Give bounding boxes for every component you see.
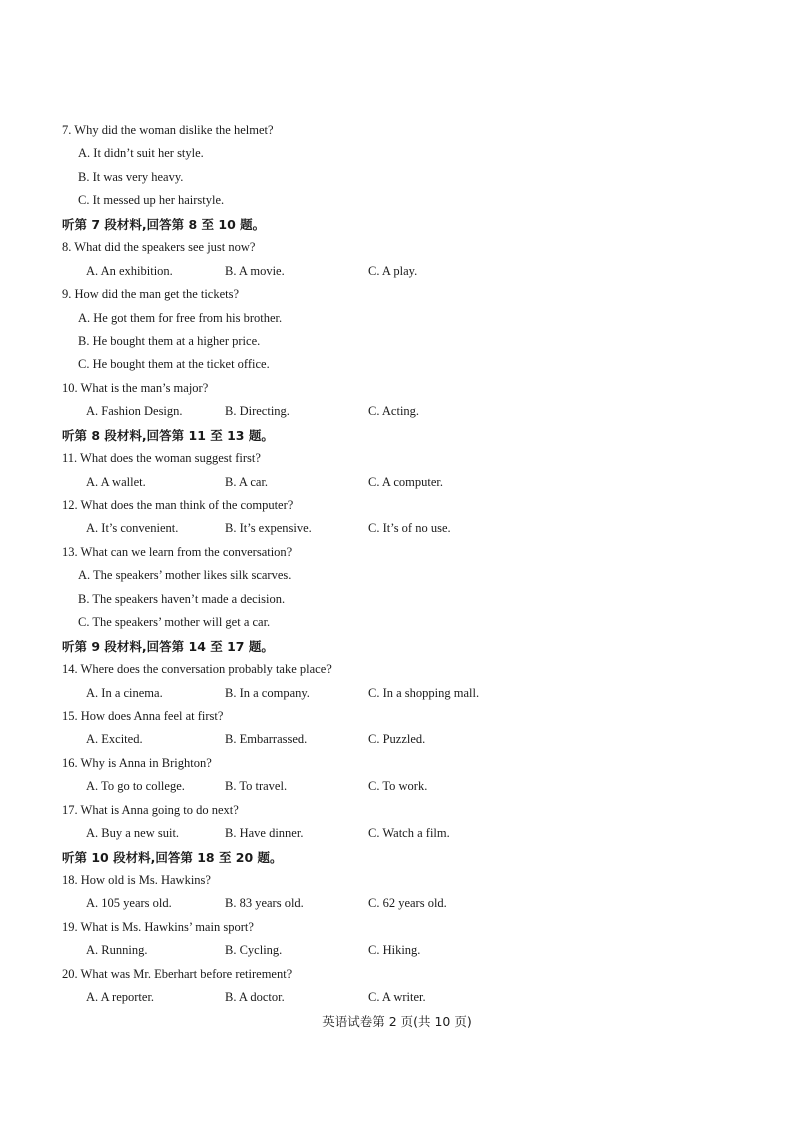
answer-option-c: C. 62 years old. — [368, 896, 447, 911]
answer-option-a: A. 105 years old. — [86, 896, 172, 911]
question-text: 10. What is the man’s major? — [62, 380, 209, 395]
question-text: 14. Where does the conversation probably take place? — [62, 662, 332, 677]
answer-option-b: B. A doctor. — [225, 990, 285, 1005]
answer-option-b: B. It’s expensive. — [225, 521, 312, 536]
answer-option: C. The speakers’ mother will get a car. — [78, 615, 271, 630]
answer-option-b: B. 83 years old. — [225, 896, 304, 911]
section-heading: 听第 8 段材料,回答第 11 至 13 题。 — [62, 427, 274, 443]
answer-option-b: B. In a company. — [225, 685, 310, 700]
answer-option-a: A. It’s convenient. — [86, 521, 179, 536]
question-text: 11. What does the woman suggest first? — [62, 451, 261, 466]
answer-option-c: C. Hiking. — [368, 943, 421, 958]
answer-option-a: A. To go to college. — [86, 779, 185, 794]
answer-option: C. It messed up her hairstyle. — [78, 193, 225, 208]
answer-options-row — [0, 822, 794, 845]
question-text: 19. What is Ms. Hawkins’ main sport? — [62, 919, 254, 934]
answer-options-row — [0, 986, 794, 1009]
answer-option-c: C. A computer. — [368, 474, 443, 489]
exam-page-content — [0, 119, 794, 1010]
answer-option: C. He bought them at the ticket office. — [78, 357, 270, 372]
question-text: 18. How old is Ms. Hawkins? — [62, 873, 211, 887]
answer-option-b: B. Embarrassed. — [225, 732, 308, 747]
answer-option-c: C. To work. — [368, 779, 428, 794]
question-text: 8. What did the speakers see just now? — [62, 240, 256, 255]
section-heading: 听第 7 段材料,回答第 8 至 10 题。 — [62, 216, 266, 232]
answer-option-b: B. A movie. — [225, 263, 285, 278]
question-text: 7. Why did the woman dislike the helmet? — [62, 123, 274, 137]
answer-option-c: C. Puzzled. — [368, 732, 426, 747]
section-heading: 听第 10 段材料,回答第 18 至 20 题。 — [62, 849, 283, 865]
answer-option: A. He got them for free from his brother. — [78, 310, 283, 325]
answer-option-b: B. Have dinner. — [225, 826, 304, 841]
answer-options-row — [0, 400, 794, 423]
question-text: 13. What can we learn from the conversation? — [62, 544, 293, 559]
question-text: 9. How did the man get the tickets? — [62, 287, 240, 302]
question-text: 16. Why is Anna in Brighton? — [62, 755, 212, 770]
answer-option-a: A. Running. — [86, 943, 148, 958]
answer-options-row — [0, 682, 794, 705]
answer-options-row — [0, 775, 794, 798]
question-text: 20. What was Mr. Eberhart before retirement? — [62, 966, 293, 981]
answer-option-b: B. Cycling. — [225, 943, 283, 958]
answer-option-c: C. It’s of no use. — [368, 521, 451, 536]
answer-option-c: C. In a shopping mall. — [368, 685, 480, 700]
answer-options-row — [0, 260, 794, 283]
answer-option: B. It was very heavy. — [78, 169, 184, 184]
answer-options-row — [0, 728, 794, 751]
answer-option-c: C. A writer. — [368, 990, 426, 1005]
answer-options-row — [0, 892, 794, 915]
answer-option: A. The speakers’ mother likes silk scarves. — [78, 568, 292, 583]
answer-option-c: C. A play. — [368, 263, 418, 278]
answer-option: B. He bought them at a higher price. — [78, 333, 261, 348]
answer-options-row — [0, 517, 794, 540]
section-heading: 听第 9 段材料,回答第 14 至 17 题。 — [62, 638, 274, 654]
answer-option-a: A. A reporter. — [86, 990, 155, 1005]
answer-option-a: A. Excited. — [86, 732, 143, 747]
answer-options-row — [0, 939, 794, 962]
answer-option: A. It didn’t suit her style. — [78, 146, 204, 161]
answer-option-b: B. Directing. — [225, 404, 290, 419]
answer-option-c: C. Watch a film. — [368, 826, 450, 841]
answer-option-a: A. Fashion Design. — [86, 404, 183, 419]
answer-option-b: B. A car. — [225, 474, 269, 489]
answer-option-a: A. In a cinema. — [86, 685, 163, 700]
question-text: 15. How does Anna feel at first? — [62, 708, 224, 723]
answer-option-a: A. An exhibition. — [86, 263, 173, 278]
answer-option-a: A. Buy a new suit. — [86, 826, 180, 841]
answer-options-row — [0, 471, 794, 494]
answer-option-a: A. A wallet. — [86, 474, 146, 489]
question-text: 12. What does the man think of the computer? — [62, 498, 294, 512]
answer-option-b: B. To travel. — [225, 779, 288, 794]
answer-option-c: C. Acting. — [368, 404, 420, 419]
question-text: 17. What is Anna going to do next? — [62, 802, 239, 817]
answer-option: B. The speakers haven’t made a decision. — [78, 591, 286, 606]
page-footer: 英语试卷第 2 页(共 10 页) — [322, 1014, 472, 1029]
